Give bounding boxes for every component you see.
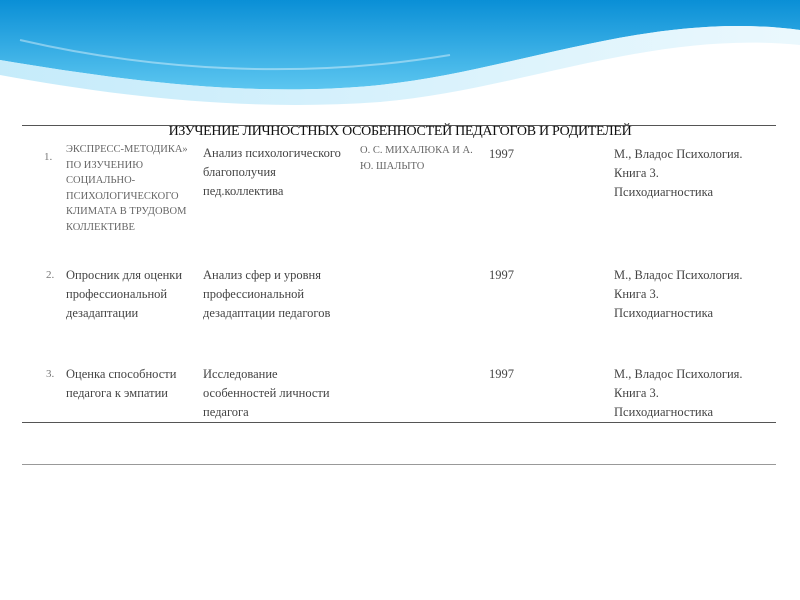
header-wave-banner <box>0 0 800 120</box>
method-year: 1997 <box>489 367 514 381</box>
row-number: 3. <box>46 368 55 380</box>
method-year: 1997 <box>489 268 514 282</box>
method-name: Опросник для оценки профессиональной дезадаптации <box>66 268 183 320</box>
method-source: М., Владос Психология. Книга 3. Психодиагностика <box>614 367 743 419</box>
method-source: М., Владос Психология. Книга 3. Психодиагностика <box>614 147 743 199</box>
table-bottom-border <box>22 464 776 465</box>
method-source: М., Владос Психология. Книга 3. Психодиагностика <box>614 268 743 320</box>
method-name: Оценка способности педагога к эмпатии <box>66 367 177 400</box>
method-name: ЭКСПРЕСС-МЕТОДИКА» ПО ИЗУЧЕНИЮ СОЦИАЛЬНО-ПСИХОЛОГИЧЕСКОГО КЛИМАТА В ТРУДОВОМ КОЛЛЕКТИВЕ <box>66 144 188 233</box>
table-divider <box>22 422 776 423</box>
row-number: 2. <box>46 269 55 281</box>
row-number: 1. <box>44 151 53 163</box>
table-title: ИЗУЧЕНИЕ ЛИЧНОСТНЫХ ОСОБЕННОСТЕЙ ПЕДАГОГОВ И РОДИТЕЛЕЙ <box>168 124 632 139</box>
method-purpose: Исследование особенностей личности педагога <box>203 367 330 419</box>
method-purpose: Анализ психологического благополучия пед.коллектива <box>203 146 341 198</box>
method-authors: О. С. МИХАЛЮКА И А. Ю. ШАЛЫТО <box>360 145 473 172</box>
method-purpose: Анализ сфер и уровня профессиональной дезадаптации педагогов <box>203 268 331 320</box>
method-year: 1997 <box>489 147 514 161</box>
